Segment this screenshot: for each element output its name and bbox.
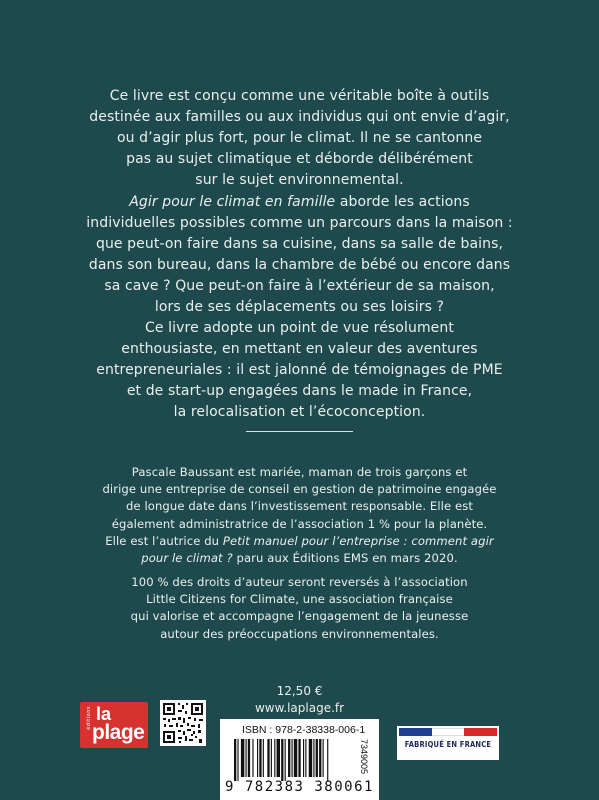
viewpoint-line: enthousiaste, en mettant en valeur des aventures — [121, 341, 478, 357]
barcode-number: 9 782383 380061 — [225, 779, 374, 795]
publisher-logo-line1: la — [96, 704, 112, 724]
barcode-bar — [274, 739, 275, 777]
actions-paragraph — [0, 192, 599, 318]
intro-line: Ce livre est conçu comme une véritable boîte à outils — [109, 88, 490, 104]
actions-line: sa cave ? Que peut-on faire à l’extérieur de sa maison, — [104, 278, 495, 294]
royalties-line: qui valorise et accompagne l’engagement de la jeunesse — [130, 609, 469, 624]
made-in-france-badge — [397, 726, 499, 760]
barcode-bar — [294, 739, 297, 777]
intro-line: destinée aux familles ou aux individus qui ont envie d’agir, — [89, 109, 510, 125]
barcode-bar — [267, 739, 269, 777]
qr-code[interactable] — [160, 700, 206, 746]
viewpoint-line: la relocalisation et l’écoconception. — [173, 404, 426, 420]
barcode-bar — [237, 739, 238, 781]
author-line: dirige une entreprise de conseil en gestion de patrimoine engagée — [102, 482, 497, 497]
author-line: pour le climat ? paru aux Éditions EMS en mars 2020. — [141, 551, 458, 566]
author-paragraph — [0, 464, 599, 567]
royalties-paragraph — [0, 574, 599, 643]
actions-line: lors de ses déplacements ou ses loisirs ? — [154, 299, 445, 315]
barcode-bar — [319, 739, 321, 777]
barcode-bar — [252, 739, 253, 777]
barcode-side-number: 7349005 — [359, 739, 369, 775]
viewpoint-line: et de start-up engagées dans le made in France, — [126, 383, 473, 399]
author-line: Pascale Baussant est mariée, maman de trois garçons et — [131, 465, 468, 479]
intro-line: ou d’agir plus fort, pour le climat. Il ne se cantonne — [116, 130, 483, 146]
barcode-bar — [257, 739, 258, 777]
barcode-bar — [246, 739, 247, 777]
barcode-bar — [309, 739, 312, 777]
barcode-panel — [220, 719, 379, 800]
viewpoint-line: Ce livre adopte un point de vue résolument — [145, 320, 454, 336]
previous-book-title: Petit manuel pour l’entreprise : comment agir — [222, 533, 494, 548]
isbn-number: ISBN : 978-2-38338-006-1 — [242, 724, 366, 736]
separator-line — [246, 431, 353, 432]
barcode-bar — [281, 739, 283, 781]
website-link[interactable]: www.laplage.fr — [254, 701, 345, 715]
barcode-bar — [285, 739, 286, 781]
barcode-bar — [248, 739, 250, 777]
royalties-line: autour des préoccupations environnementales. — [160, 626, 439, 641]
viewpoint-line: entrepreneuriales : il est jalonné de témoignages de PME — [96, 362, 503, 378]
intro-paragraph — [0, 86, 599, 191]
previous-book-title-end: pour le climat ? — [141, 551, 233, 566]
barcode-bar — [234, 739, 236, 781]
made-in-france-label: FABRIQUÉ EN FRANCE — [404, 740, 492, 749]
actions-line: Agir pour le climat en famille aborde les actions — [129, 194, 470, 210]
viewpoint-paragraph — [0, 318, 599, 423]
royalties-line: Little Citizens for Climate, une association française — [146, 592, 453, 607]
barcode-bar — [271, 739, 272, 777]
barcode-bar — [327, 739, 328, 781]
intro-line: pas au sujet climatique et déborde délibérément — [126, 151, 473, 167]
barcode-bar — [263, 739, 264, 777]
barcode-bar — [288, 739, 290, 777]
royalties-line: 100 % des droits d’auteur seront reversés à l’association — [131, 575, 468, 589]
publisher-logo-line2: plage — [92, 721, 145, 744]
barcode-bar — [292, 739, 293, 777]
publisher-logo-side: éditions — [86, 706, 92, 730]
barcode-bar — [259, 739, 261, 777]
book-title: Agir pour le climat en famille — [129, 194, 336, 210]
barcode-bar — [241, 739, 244, 777]
barcode-bar — [316, 739, 318, 777]
barcode-bar — [298, 739, 300, 777]
intro-line: sur le sujet environnemental. — [195, 172, 404, 188]
barcode-bar — [277, 739, 280, 777]
actions-line: dans son bureau, dans la chambre de bébé ou encore dans — [88, 257, 511, 273]
barcode-bar — [303, 739, 304, 777]
qr-code-graphic — [160, 700, 206, 746]
barcode-bar — [313, 739, 314, 777]
author-line: Elle est l’autrice du Petit manuel pour l’entreprise : comment agir — [105, 533, 494, 548]
author-line: de longue date dans l’investissement responsable. Elle est — [125, 499, 474, 514]
price: 12,50 € — [276, 684, 323, 698]
publisher-logo — [80, 702, 148, 748]
actions-line: que peut-on faire dans sa cuisine, dans sa salle de bains, — [95, 236, 504, 252]
barcode-bar — [323, 739, 324, 777]
french-flag-icon — [399, 728, 497, 736]
actions-line: individuelles possibles comme un parcours dans la maison : — [86, 215, 513, 231]
author-line: également administratrice de l’association 1 % pour la planète. — [111, 516, 488, 531]
barcode-bar — [305, 739, 306, 777]
